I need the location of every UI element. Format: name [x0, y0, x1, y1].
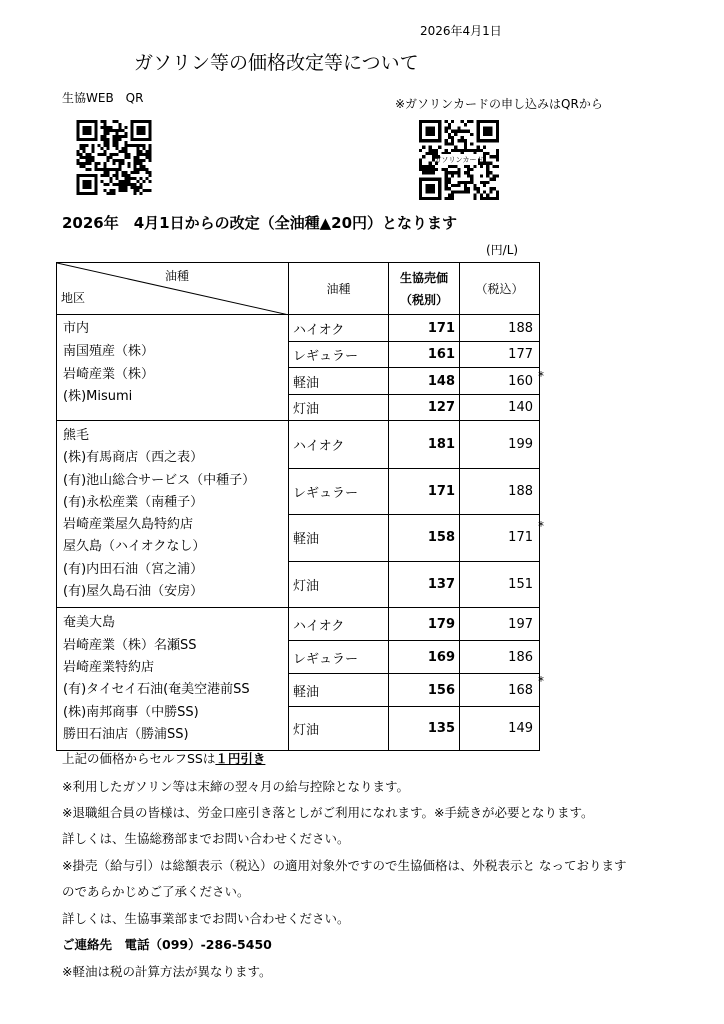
qr-web-label: 生協WEB QR — [62, 91, 144, 105]
qr-card-label: ※ガソリンカードの申し込みはQRから — [395, 97, 603, 111]
net-price-cell: 179 — [389, 608, 460, 641]
fuel-cell: ハイオク — [289, 315, 389, 342]
area-cell — [57, 315, 289, 421]
area-line: 岩崎産業（株） — [63, 366, 155, 382]
gross-price-cell: 168 — [460, 674, 540, 707]
self-discount-prefix: 上記の価格からセルフSSは — [62, 751, 216, 766]
note-1: ※利用したガソリン等は末締の翌々月の給与控除となります。 — [62, 779, 409, 794]
net-price-cell: 135 — [389, 707, 460, 751]
headline: 2026年 4月1日からの改定（全油種▲20円）となります — [62, 214, 458, 232]
area-line: (株)有馬商店（西之表） — [63, 450, 204, 466]
price-row — [57, 315, 540, 342]
gross-price-cell: 197 — [460, 608, 540, 641]
fuel-cell: 灯油 — [289, 561, 389, 608]
net-price-cell: 181 — [389, 421, 460, 469]
area-line: (有)タイセイ石油(奄美空港前SS — [63, 682, 250, 698]
gross-price-header: （税込） — [460, 263, 540, 315]
corner-fuel-label: 油種 — [165, 269, 190, 283]
area-line: 熊毛 — [63, 428, 90, 443]
area-line: (株)南邦商事（中勝SS) — [63, 704, 199, 720]
net-price-cell: 148 — [389, 368, 460, 395]
gross-price-cell: 177 — [460, 342, 540, 368]
fuel-cell: レギュラー — [289, 468, 389, 515]
area-cell — [57, 421, 289, 608]
area-line: (有)永松産業（南種子） — [63, 494, 204, 510]
asterisk-mark: * — [538, 369, 544, 383]
fuel-cell: 灯油 — [289, 707, 389, 751]
asterisk-mark: * — [538, 674, 544, 688]
area-line: 岩崎産業特約店 — [63, 659, 155, 675]
fuel-cell: レギュラー — [289, 342, 389, 368]
self-discount-note — [62, 749, 265, 767]
net-price-cell: 137 — [389, 561, 460, 608]
fuel-cell: レギュラー — [289, 641, 389, 674]
net-price-cell: 127 — [389, 395, 460, 421]
price-row — [57, 421, 540, 469]
gross-price-cell: 188 — [460, 468, 540, 515]
fuel-cell: 軽油 — [289, 674, 389, 707]
note-5: のであらかじめご了承ください。 — [62, 884, 250, 899]
note-4: ※掛売（給与引）は総額表示（税込）の適用対象外ですので生協価格は、外税表示と なっております — [62, 858, 627, 873]
area-line: (有)屋久島石油（安房） — [63, 584, 204, 600]
qr-code-web[interactable] — [74, 120, 154, 195]
self-discount-amount: １円引き — [215, 751, 266, 766]
gross-price-cell: 140 — [460, 395, 540, 421]
gross-price-cell: 160 — [460, 368, 540, 395]
note-2: ※退職組合員の皆様は、労金口座引き落としがご利用になれます。※手続きが必要となります。 — [62, 805, 594, 820]
area-line: 岩崎産業屋久島特約店 — [63, 517, 194, 533]
fuel-cell: ハイオク — [289, 421, 389, 469]
area-line: 市内 — [63, 321, 90, 336]
page-title: ガソリン等の価格改定等について — [134, 52, 419, 74]
net-price-cell: 171 — [389, 315, 460, 342]
gross-price-cell: 186 — [460, 641, 540, 674]
note-3: 詳しくは、生協総務部までお問い合わせください。 — [62, 831, 350, 846]
price-row — [57, 608, 540, 641]
area-line: 南国殖産（株） — [63, 343, 155, 359]
area-cell — [57, 608, 289, 751]
fuel-cell: 灯油 — [289, 395, 389, 421]
note-6: 詳しくは、生協事業部までお問い合わせください。 — [62, 911, 350, 926]
price-table — [56, 262, 540, 751]
corner-header-cell — [57, 263, 289, 315]
net-price-cell: 171 — [389, 468, 460, 515]
fuel-cell: ハイオク — [289, 608, 389, 641]
document-date: 2026年4月1日 — [420, 24, 502, 38]
fuel-header: 油種 — [289, 263, 389, 315]
qr-card-center-text: ガソリンカード — [434, 155, 484, 165]
gross-price-cell: 171 — [460, 515, 540, 562]
area-line: 奄美大島 — [63, 615, 116, 631]
fuel-cell: 軽油 — [289, 515, 389, 562]
area-line: (株)Misumi — [63, 389, 133, 405]
gross-price-cell: 151 — [460, 561, 540, 608]
net-price-cell: 161 — [389, 342, 460, 368]
net-price-cell: 158 — [389, 515, 460, 562]
area-line: 岩崎産業（株）名瀬SS — [63, 637, 197, 653]
net-price-header — [389, 263, 460, 315]
table-header-row — [57, 263, 540, 315]
area-line: 屋久島（ハイオクなし） — [63, 539, 206, 555]
net-price-cell: 169 — [389, 641, 460, 674]
gross-price-cell: 199 — [460, 421, 540, 469]
qr-code-gasoline-card[interactable] — [418, 120, 500, 200]
gross-price-cell: 188 — [460, 315, 540, 342]
area-line: (有)池山総合サービス（中種子） — [63, 472, 256, 488]
area-line: 勝田石油店（勝浦SS) — [63, 726, 189, 742]
gross-price-cell: 149 — [460, 707, 540, 751]
net-price-cell: 156 — [389, 674, 460, 707]
asterisk-mark: * — [538, 519, 544, 533]
net-header-line2: （税別） — [399, 292, 448, 307]
area-line: (有)内田石油（宮之浦） — [63, 561, 204, 577]
unit-label: (円/L) — [486, 243, 519, 257]
contact-info: ご連絡先 電話（099）-286-5450 — [62, 937, 272, 952]
note-7: ※軽油は税の計算方法が異なります。 — [62, 964, 272, 979]
corner-area-label: 地区 — [61, 291, 86, 305]
fuel-cell: 軽油 — [289, 368, 389, 395]
net-header-line1: 生協売価 — [399, 270, 448, 285]
